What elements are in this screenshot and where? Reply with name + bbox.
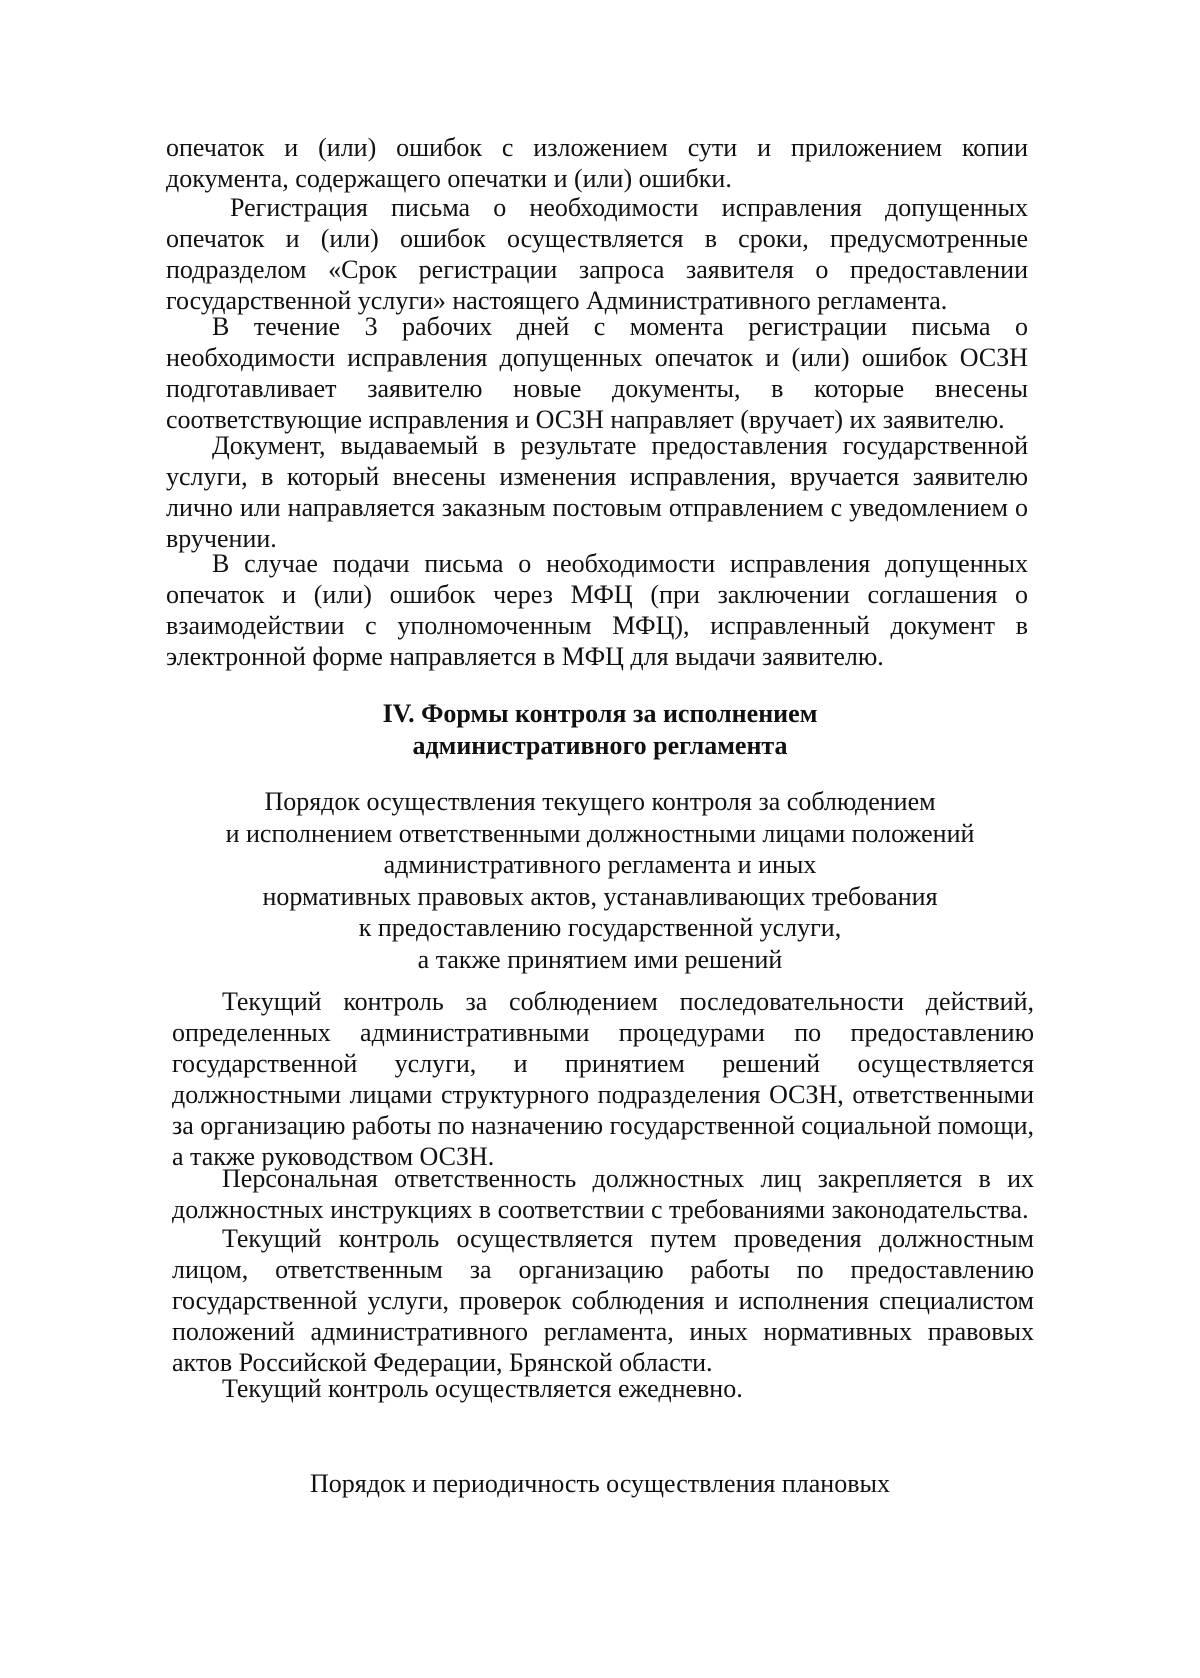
paragraph-2: Регистрация письма о необходимости исправления допущенных опечаток и (или) ошибок осуществляется в сроки, предусмотренные подразделом «Срок регистрации запроса заявителя о предоставлении государственной услуги» настоящего Административного регламента. <box>166 193 1028 315</box>
section-heading <box>0 698 1200 761</box>
paragraph-4: Документ, выдаваемый в результате предоставления государственной услуги, в который внесены изменения исправления, вручается заявителю лично или направляется заказным постовым отправлением с уведомлением о вручении. <box>166 431 1028 553</box>
next-subheading: Порядок и периодичность осуществления плановых <box>310 1469 890 1498</box>
subheading-line-1: Порядок осуществления текущего контроля за соблюдением <box>264 787 936 816</box>
subheading-line-4: нормативных правовых актов, устанавливающих требования <box>262 881 938 911</box>
subheading-line-3: административного регламента и иных <box>383 850 817 879</box>
paragraph-3: В течение 3 рабочих дней с момента регистрации письма о необходимости исправления допущенных опечаток и (или) ошибок ОСЗН подготавливает заявителю новые документы, в которые внесены соответствующие исправления и ОСЗН направляет (вручает) их заявителю. <box>166 312 1028 434</box>
section-heading-line-1: IV. Формы контроля за исполнением <box>382 699 818 728</box>
paragraph-1: опечаток и (или) ошибок с изложением сути и приложением копии документа, содержащего опечатки и (или) ошибки. <box>166 133 1028 193</box>
subheading <box>0 786 1200 975</box>
subheading-line-5: к предоставлению государственной услуги, <box>358 913 842 942</box>
paragraph-6: Текущий контроль за соблюдением последовательности действий, определенных административными процедурами по предоставлению государственной услуги, и принятием решений осуществляется должностными лицами структурного подразделения ОСЗН, ответственными за организацию работы по назначению государственной социальной помощи, а также руководством ОСЗН. <box>172 987 1034 1171</box>
paragraph-5: В случае подачи письма о необходимости исправления допущенных опечаток и (или) ошибок через МФЦ (при заключении соглашения о взаимодействии с уполномоченным МФЦ), исправленный документ в электронной форме направляется в МФЦ для выдачи заявителю. <box>166 549 1028 671</box>
subheading-line-6: а также принятием ими решений <box>417 944 783 974</box>
subheading-line-2: и исполнением ответственными должностными лицами положений <box>225 818 975 848</box>
paragraph-8: Текущий контроль осуществляется путем проведения должностным лицом, ответственным за организацию работы по предоставлению государственной услуги, проверок соблюдения и исполнения специалистом положений административного регламента, иных нормативных правовых актов Российской Федерации, Брянской области. <box>172 1224 1034 1377</box>
paragraph-7: Персональная ответственность должностных лиц закрепляется в их должностных инструкциях в соответствии с требованиями законодательства. <box>172 1164 1034 1224</box>
section-heading-line-2: административного регламента <box>412 730 788 760</box>
paragraph-9: Текущий контроль осуществляется ежедневно. <box>222 1374 743 1403</box>
